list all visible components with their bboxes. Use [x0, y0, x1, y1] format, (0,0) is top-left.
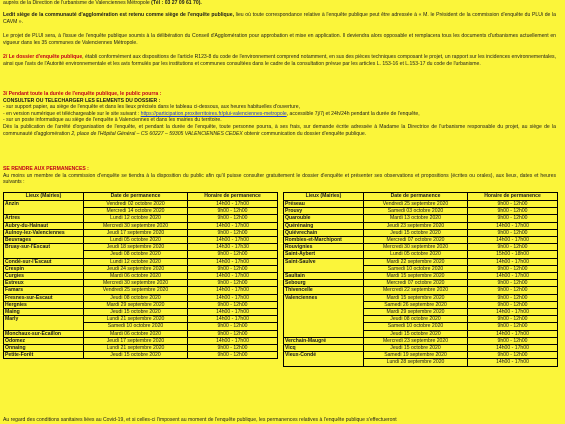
- location-cell: Maing: [4, 309, 84, 316]
- location-cell: Estreux: [4, 280, 84, 287]
- date-cell: Jeudi 08 octobre 2020: [364, 316, 468, 323]
- date-cell: Lundi 05 octobre 2020: [364, 251, 468, 258]
- permanences-heading: SE RENDRE AUX PERMANENCES :: [3, 166, 89, 172]
- hours-cell: 9h00 - 12h00: [188, 215, 278, 222]
- hours-cell: 9h00 - 12h00: [188, 323, 278, 330]
- date-cell: Mercredi 30 septembre 2020: [84, 222, 188, 229]
- date-cell: Samedi 26 septembre 2020: [364, 301, 468, 308]
- location-cell: Fresnes-sur-Escaut: [4, 294, 84, 301]
- hours-cell: 9h00 - 12h00: [468, 294, 558, 301]
- location-cell: Sebourg: [284, 280, 364, 287]
- table-row: [4, 352, 278, 359]
- hours-cell: 14h00 - 17h00: [188, 222, 278, 229]
- date-cell: Mercredi 30 septembre 2020: [364, 244, 468, 251]
- location-cell: Bruay-sur-l'Escaut: [4, 244, 84, 258]
- location-cell: Saultain: [284, 273, 364, 280]
- hours-cell: 14h00 - 17h00: [188, 309, 278, 316]
- location-cell: Vieux-Condé: [284, 352, 364, 366]
- hours-cell: 14h00 - 17h00: [188, 337, 278, 344]
- hours-cell: 14h00 - 17h00: [188, 201, 278, 208]
- date-cell: Vendredi 25 septembre 2020: [84, 287, 188, 294]
- date-cell: Mardi 15 septembre 2020: [364, 273, 468, 280]
- table-row: [4, 280, 278, 287]
- location-cell: Artres: [4, 215, 84, 222]
- table-row: [284, 251, 558, 258]
- location-cell: Préseau: [284, 201, 364, 208]
- date-cell: Mercredi 23 septembre 2020: [364, 337, 468, 344]
- date-cell: Mardi 06 octobre 2020: [84, 330, 188, 337]
- hours-cell: 14h00 - 17h00: [468, 330, 558, 337]
- date-cell: Samedi 19 septembre 2020: [364, 352, 468, 359]
- hours-cell: 9h00 - 12h00: [468, 280, 558, 287]
- hours-cell: 9h00 - 12h00: [188, 301, 278, 308]
- table-row: [284, 287, 558, 294]
- date-cell: Jeudi 08 octobre 2020: [84, 294, 188, 301]
- header-horaire: Horaire de permanence: [188, 193, 278, 201]
- section-3-heading: 3/ Pendant toute la durée de l'enquête publique, le public pourra :: [3, 91, 162, 97]
- intro-prefix: auprès de la Direction de l'urbanisme de Valenciennes Métropole: [3, 0, 152, 6]
- project-paragraph: Le projet de PLUI sera, à l'issue de l'enquête publique soumis à la délibération du Conseil d'Agglomération pour approbation et mise en application. Il deviendra alors opposable et remplacera tous les documents d'urbanismes actuellement en vigueur dans les 35 communes de Valenciennes Métropole.: [3, 33, 556, 46]
- hours-cell: 15h00 - 18h00: [468, 251, 558, 258]
- hours-cell: 9h00 - 12h00: [468, 208, 558, 215]
- table-row: [284, 258, 558, 265]
- location-cell: Aulnoy-lez-Valenciennes: [4, 229, 84, 236]
- date-cell: Mercredi 30 septembre 2020: [84, 280, 188, 287]
- table-row: [4, 215, 278, 222]
- date-cell: Lundi 21 septembre 2020: [84, 345, 188, 352]
- hours-cell: 9h00 - 12h00: [468, 337, 558, 344]
- date-cell: Samedi 10 octobre 2020: [84, 323, 188, 330]
- location-cell: Quarouble: [284, 215, 364, 222]
- dossier-paragraph: 2/ Le dossier d'enquête publique, établi conformément aux dispositions de l'article R123-8 du code de l'environnement comprend notamment, en sus des pièces techniques composant le projet, un rapport sur les incidences environnementales, ainsi que l'avis de l'Autorité environnementale et les avis formulés par les institutions et communes consultées dans le cadre de la consultation prévue par les articles L. 153-16 et L.153-17 du code de l'urbanisme.: [3, 54, 556, 67]
- hours-cell: 14h00 - 17h00: [188, 316, 278, 323]
- table-row: [4, 273, 278, 280]
- hours-cell: 14h00 - 17h00: [188, 287, 278, 294]
- location-cell: Valenciennes: [284, 294, 364, 337]
- table-row: [284, 352, 558, 359]
- table-row: [4, 294, 278, 301]
- date-cell: Jeudi 17 septembre 2020: [84, 337, 188, 344]
- date-cell: Lundi 21 septembre 2020: [84, 316, 188, 323]
- date-cell: Mardi 29 septembre 2020: [364, 309, 468, 316]
- hours-cell: 9h00 - 12h00: [188, 352, 278, 359]
- date-cell: Jeudi 15 octobre 2020: [84, 352, 188, 359]
- table-row: [4, 287, 278, 294]
- location-cell: Verchain-Maugré: [284, 337, 364, 344]
- table-row: [4, 229, 278, 236]
- date-cell: Mercredi 07 octobre 2020: [364, 237, 468, 244]
- location-cell: Crespin: [4, 265, 84, 272]
- consult-subheading: CONSULTER OU TELECHARGER LES ELEMENTS DU DOSSIER :: [3, 97, 161, 104]
- header-lieux: Lieux (Mairies): [4, 193, 84, 201]
- hours-cell: 9h00 - 12h00: [468, 201, 558, 208]
- header-horaire: Horaire de permanence: [468, 193, 558, 201]
- date-cell: Jeudi 15 octobre 2020: [364, 229, 468, 236]
- table-row: [4, 265, 278, 272]
- date-cell: Lundi 05 octobre 2020: [84, 237, 188, 244]
- date-cell: Jeudi 15 octobre 2020: [364, 330, 468, 337]
- table-row: [4, 345, 278, 352]
- location-cell: Saint-Saulve: [284, 258, 364, 272]
- date-cell: Samedi 10 octobre 2020: [364, 265, 468, 272]
- hours-cell: 14h00 - 17h00: [188, 294, 278, 301]
- date-cell: Jeudi 15 octobre 2020: [364, 345, 468, 352]
- location-cell: Vicq: [284, 345, 364, 352]
- table-row: [284, 280, 558, 287]
- date-cell: Jeudi 23 septembre 2020: [364, 222, 468, 229]
- table-row: [284, 229, 558, 236]
- consultation-link[interactable]: https://participation.proxiterritoires.fr/plui-valenciennes-metropole: [140, 110, 287, 117]
- table-row: [4, 337, 278, 344]
- table-row: [4, 309, 278, 316]
- date-cell: Jeudi 17 septembre 2020: [84, 229, 188, 236]
- hours-cell: 14h00 - 17h00: [468, 359, 558, 366]
- hours-cell: 14h00 - 17h00: [468, 345, 558, 352]
- permanences-table-right: [283, 192, 558, 367]
- table-row: [4, 330, 278, 337]
- header-date: Date de permanence: [364, 193, 468, 201]
- date-cell: Lundi 12 octobre 2020: [84, 215, 188, 222]
- permanences-section: SE RENDRE AUX PERMANENCES : Au moins un membre de la commission d'enquête se tiendra à la disposition du public afin qu'il puisse consulter gratuitement le dossier d'enquête et présenter ses observations et propositions (écrites ou orales), aux lieux, dates et heures suivants :: [3, 166, 556, 186]
- table-row: [4, 301, 278, 308]
- date-cell: Samedi 10 octobre 2020: [364, 323, 468, 330]
- location-cell: Monchaux-sur-Ecaillon: [4, 330, 84, 337]
- hours-cell: 14h00 - 17h00: [188, 273, 278, 280]
- consult-section: 3/ Pendant toute la durée de l'enquête publique, le public pourra : CONSULTER OU TELECHARGER LES ELEMENTS DU DOSSIER : - sur support papier, au siège de l'enquête et dans les lieux précisés dans le tableau ci-dessous, aux heures habituelles d'ouverture, - en version numérique et téléchargeable sur le site suivant : https://participation.proxiterritoires.fr/plui-valenciennes-metropole, accessible 7j/7j et 24h/24h pendant la durée de l'enquête, - sur un poste informatique au siège de l'enquête à Valenciennes et dans les mairies du territoire. Dès la publication de l'arrêté d'organisation de l'enquête, et pendant la durée de l'enquête, toute personne pourra, à ses frais, sur demande écrite adressée à Madame la Directrice de l'urbanisme responsable du projet, au siège de la communauté d'agglomération 2, place de l'Hôpital Général – CS 60227 – 59305 VALENCIENNES CEDEX obtenir communication du dossier d'enquête publique.: [3, 91, 556, 137]
- date-cell: Mardi 29 septembre 2020: [84, 301, 188, 308]
- date-cell: Mardi 15 septembre 2020: [364, 294, 468, 301]
- hours-cell: 14h30 - 17h30: [188, 244, 278, 251]
- location-cell: Hergnies: [4, 301, 84, 308]
- date-cell: Jeudi 08 octobre 2020: [84, 251, 188, 258]
- hours-cell: 9h00 - 12h00: [468, 323, 558, 330]
- table-row: [284, 208, 558, 215]
- hours-cell: 9h00 - 12h00: [468, 287, 558, 294]
- location-cell: Thivencelle: [284, 287, 364, 294]
- date-cell: Mercredi 22 septembre 2020: [364, 287, 468, 294]
- location-cell: Anzin: [4, 201, 84, 215]
- date-cell: Vendredi 25 septembre 2020: [364, 201, 468, 208]
- hours-cell: 9h00 - 12h00: [468, 316, 558, 323]
- hours-cell: 9h00 - 12h00: [188, 265, 278, 272]
- date-cell: Mercredi 14 octobre 2020: [84, 208, 188, 215]
- hours-cell: 9h00 - 12h00: [468, 229, 558, 236]
- location-cell: Prouvy: [284, 208, 364, 215]
- table-row: [284, 273, 558, 280]
- date-cell: Mardi 13 octobre 2020: [364, 215, 468, 222]
- header-lieux: Lieux (Mairies): [284, 193, 364, 201]
- table-row: [4, 222, 278, 229]
- table-row: [284, 244, 558, 251]
- footer-fragment: Au regard des conditions sanitaires liées au Covid-19, et si celles-ci l'imposent au moment de l'enquête publique, les permanences relatives à l'enquête publique s'effectueront: [3, 417, 397, 423]
- hours-cell: 9h00 - 12h00: [188, 251, 278, 258]
- permanences-table-left: [3, 192, 278, 359]
- date-cell: Mardi 06 octobre 2020: [84, 273, 188, 280]
- location-cell: Curgies: [4, 273, 84, 280]
- hours-cell: 14h00 - 17h00: [468, 237, 558, 244]
- location-cell: Famars: [4, 287, 84, 294]
- location-cell: Condé-sur-l'Escaut: [4, 258, 84, 265]
- intro-fragment: [3, 0, 556, 7]
- date-cell: Jeudi 15 octobre 2020: [84, 309, 188, 316]
- hours-cell: 14h00 - 17h00: [188, 258, 278, 265]
- table-row: [284, 337, 558, 344]
- table-row: [284, 294, 558, 301]
- table-row: [284, 237, 558, 244]
- table-row: [284, 222, 558, 229]
- hours-cell: 9h00 - 12h00: [188, 229, 278, 236]
- hours-cell: 9h00 - 12h00: [188, 345, 278, 352]
- table-row: [4, 201, 278, 208]
- hours-cell: 9h00 - 12h00: [468, 301, 558, 308]
- hours-cell: 9h00 - 12h00: [188, 280, 278, 287]
- location-cell: Marly: [4, 316, 84, 330]
- intro-phone: (Tél : 03 27 09 61 70).: [151, 0, 202, 6]
- date-cell: Vendredi 02 octobre 2020: [84, 201, 188, 208]
- hours-cell: 14h00 - 17h00: [468, 309, 558, 316]
- table-row: [4, 258, 278, 265]
- location-cell: Onnaing: [4, 345, 84, 352]
- location-cell: Quiévrechain: [284, 229, 364, 236]
- location-cell: Beuvrages: [4, 237, 84, 244]
- date-cell: Mardi 22 septembre 2020: [364, 258, 468, 265]
- location-cell: Rouvignies: [284, 244, 364, 251]
- location-cell: Rombies-et-Marchipont: [284, 237, 364, 244]
- date-cell: Samedi 03 octobre 2020: [364, 208, 468, 215]
- location-cell: Quérénaing: [284, 222, 364, 229]
- location-cell: Petite-Forêt: [4, 352, 84, 359]
- hours-cell: 9h00 - 12h00: [468, 244, 558, 251]
- table-row: [4, 244, 278, 251]
- date-cell: Lundi 28 septembre 2020: [364, 359, 468, 366]
- location-cell: Aubry-du-Hainaut: [4, 222, 84, 229]
- hours-cell: 14h00 - 17h00: [468, 258, 558, 265]
- location-cell: Odomez: [4, 337, 84, 344]
- hours-cell: 9h00 - 12h00: [468, 215, 558, 222]
- location-cell: Saint-Aybert: [284, 251, 364, 258]
- hours-cell: 9h00 - 12h00: [468, 352, 558, 359]
- table-row: [284, 201, 558, 208]
- table-row: [284, 215, 558, 222]
- date-cell: Mercredi 07 octobre 2020: [364, 280, 468, 287]
- siege-paragraph: Ledit siège de la communauté d'agglomération est retenu comme siège de l'enquête publique, lieu où toute correspondance relative à l'enquête publique peut être adressée à « M. le Président de la commission d'enquête du PLUi de la CAVM ».: [3, 12, 556, 25]
- hours-cell: 9h00 - 12h00: [188, 330, 278, 337]
- date-cell: Lundi 12 octobre 2020: [84, 258, 188, 265]
- table-row: [4, 237, 278, 244]
- hours-cell: 9h00 - 12h00: [468, 265, 558, 272]
- hours-cell: 14h00 - 17h00: [468, 273, 558, 280]
- date-cell: Jeudi 18 septembre 2020: [84, 244, 188, 251]
- section-2-heading: 2/ Le dossier d'enquête publique: [3, 54, 83, 60]
- hours-cell: 14h00 - 17h00: [188, 237, 278, 244]
- table-row: [284, 345, 558, 352]
- hours-cell: 9h00 - 12h00: [188, 208, 278, 215]
- hours-cell: 14h00 - 17h00: [468, 222, 558, 229]
- header-date: Date de permanence: [84, 193, 188, 201]
- date-cell: Jeudi 24 septembre 2020: [84, 265, 188, 272]
- table-row: [4, 316, 278, 323]
